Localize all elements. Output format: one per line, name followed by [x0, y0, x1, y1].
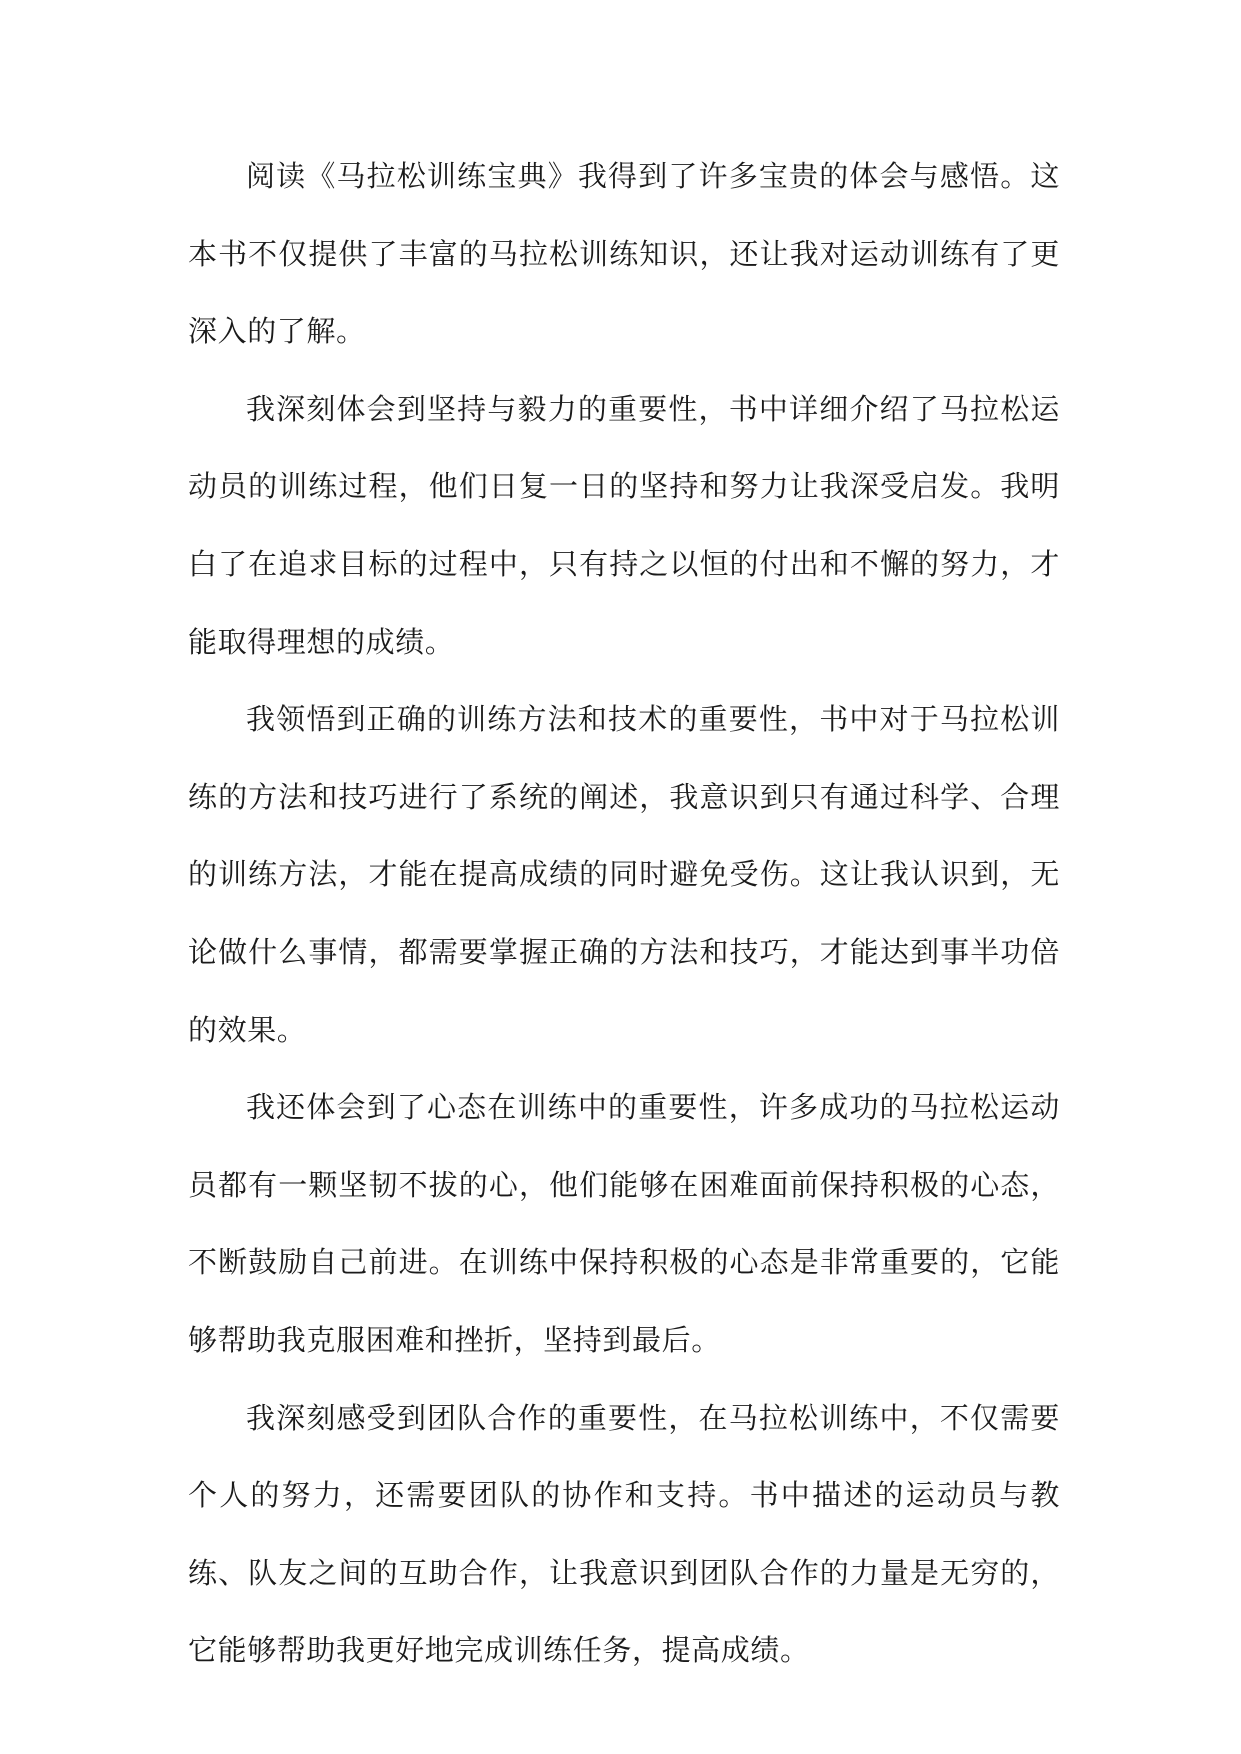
paragraph-1: 阅读《马拉松训练宝典》我得到了许多宝贵的体会与感悟。这本书不仅提供了丰富的马拉松训练知识，还让我对运动训练有了更深入的了解。: [188, 159, 1060, 349]
paragraph-5: 我深刻感受到团队合作的重要性，在马拉松训练中，不仅需要个人的努力，还需要团队的协作和支持。书中描述的运动员与教练、队友之间的互助合作，让我意识到团队合作的力量是无穷的，它能够帮助我更好地完成训练任务，提高成绩。: [188, 1400, 1060, 1668]
paragraph-4: 我还体会到了心态在训练中的重要性，许多成功的马拉松运动员都有一颗坚韧不拔的心，他们能够在困难面前保持积极的心态，不断鼓励自己前进。在训练中保持积极的心态是非常重要的，它能够帮助我克服困难和挫折，坚持到最后。: [188, 1090, 1060, 1357]
paragraph-3: 我领悟到正确的训练方法和技术的重要性，书中对于马拉松训练的方法和技巧进行了系统的阐述，我意识到只有通过科学、合理的训练方法，才能在提高成绩的同时避免受伤。这让我认识到，无论做什么事情，都需要掌握正确的方法和技巧，才能达到事半功倍的效果。: [188, 702, 1060, 1047]
document-body: [188, 138, 1060, 1690]
paragraph-2: 我深刻体会到坚持与毅力的重要性，书中详细介绍了马拉松运动员的训练过程，他们日复一日的坚持和努力让我深受启发。我明白了在追求目标的过程中，只有持之以恒的付出和不懈的努力，才能取得理想的成绩。: [188, 391, 1060, 659]
